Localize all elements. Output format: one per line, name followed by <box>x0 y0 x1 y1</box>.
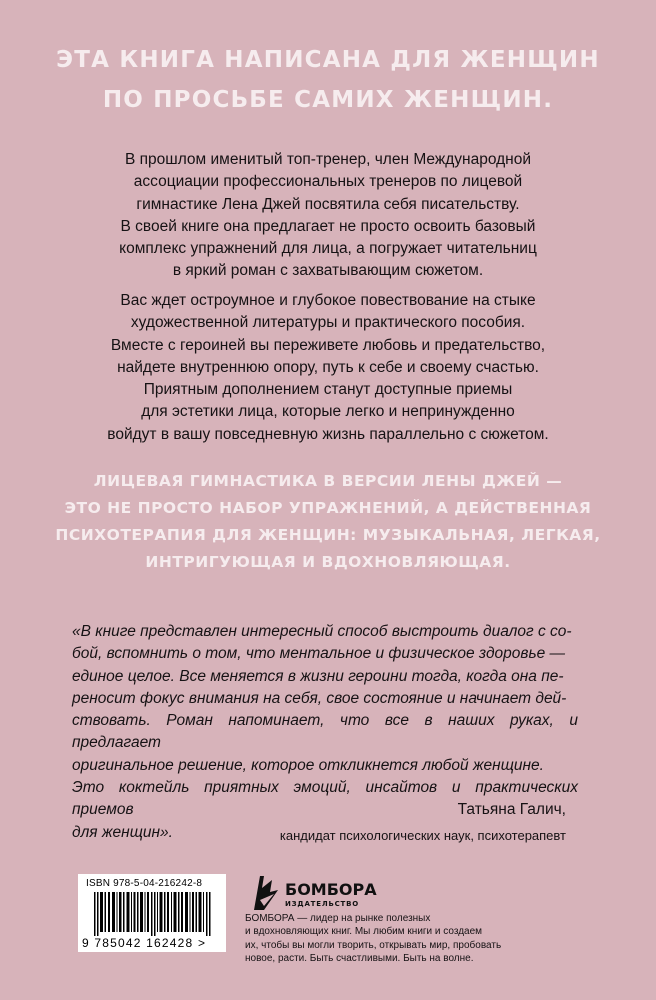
barcode-bars <box>94 892 212 936</box>
publisher-line: их, чтобы вы могли творить, открывать мир, пробовать <box>245 939 502 951</box>
text-line: Вас ждет остроумное и глубокое повествование на стыке <box>120 292 536 309</box>
subhead-line: ЛИЦЕВАЯ ГИМНАСТИКА В ВЕРСИИ ЛЕНЫ ДЖЕЙ — <box>93 472 563 490</box>
isbn-barcode <box>78 874 226 952</box>
quote-line: единое целое. Все меняется в жизни героини тогда, когда она пе- <box>72 667 564 685</box>
cover-headline <box>0 40 656 120</box>
text-line: в яркий роман с захватывающим сюжетом. <box>172 262 484 280</box>
quote-line: Это коктейль приятных эмоций, инсайтов и практических приемов <box>72 779 578 819</box>
quote-author-role: кандидат психологических наук, психотерапевт <box>279 828 566 843</box>
description-paragraph-1 <box>72 149 584 283</box>
subhead-line: ЭТО НЕ ПРОСТО НАБОР УПРАЖНЕНИЙ, А ДЕЙСТВЕННАЯ <box>64 499 592 517</box>
headline-line: ПО ПРОСЬБЕ САМИХ ЖЕНЩИН. <box>102 87 554 113</box>
quote-line: ствовать. Роман напоминает, что все в наших руках, и предлагает <box>72 712 578 752</box>
publisher-blurb <box>245 912 535 965</box>
text-line: ассоциации профессиональных тренеров по лицевой <box>133 173 523 191</box>
text-line: В своей книге она предлагает не просто освоить базовый <box>120 217 536 235</box>
quote-line: оригинальное решение, которое откликнется любой женщине. <box>72 756 544 774</box>
publisher-line: БОМБОРА — лидер на рынке полезных <box>245 913 431 924</box>
text-line: найдете внутреннюю опору, путь к себе и своему счастью. <box>117 358 539 376</box>
text-line: для эстетики лица, которые легко и непринужденно <box>141 403 515 421</box>
text-line: гимнастике Лена Джей посвятила себя писательству. <box>136 195 520 213</box>
quote-author: Татьяна Галич, <box>457 801 566 818</box>
quote-line: реносит фокус внимания на себя, свое состояние и начинает дей- <box>72 689 567 707</box>
publisher-logo-subtitle: ИЗДАТЕЛЬСТВО <box>285 900 359 908</box>
quote-line: бой, вспомнить о том, что ментальное и физическое здоровье — <box>72 645 566 663</box>
quote-line: для женщин». <box>72 823 173 841</box>
subhead-line: ПСИХОТЕРАПИЯ ДЛЯ ЖЕНЩИН: МУЗЫКАЛЬНАЯ, ЛЕГКАЯ, <box>55 526 601 544</box>
text-line: художественной литературы и практического пособия. <box>130 314 526 332</box>
description-paragraph-2 <box>72 290 584 446</box>
text-line: войдут в вашу повседневную жизнь параллельно с сюжетом. <box>107 425 549 443</box>
publisher-logo-name: БОМБОРА <box>285 880 377 899</box>
publisher-line: новое, расти. Быть счастливыми. Быть на волне. <box>245 952 474 964</box>
headline-line: ЭТА КНИГА НАПИСАНА ДЛЯ ЖЕНЩИН <box>56 47 600 73</box>
subhead-line: ИНТРИГУЮЩАЯ И ВДОХНОВЛЯЮЩАЯ. <box>145 553 511 571</box>
isbn-label: ISBN 978-5-04-216242-8 <box>86 878 203 889</box>
text-line: Приятным дополнением станут доступные приемы <box>143 381 513 399</box>
barcode-digits: 9 785042 162428 > <box>82 936 207 950</box>
text-line: комплекс упражнений для лица, а погружает читательниц <box>119 240 537 258</box>
text-line: В прошлом именитый топ-тренер, член Международной <box>125 151 531 168</box>
text-line: Вместе с героиней вы переживете любовь и предательство, <box>110 336 546 354</box>
publisher-line: и вдохновляющих книг. Мы любим книги и создаем <box>245 926 483 938</box>
bombora-logo-icon <box>250 870 282 914</box>
highlight-subheading <box>0 468 656 576</box>
quote-line: «В книге представлен интересный способ выстроить диалог с со- <box>72 623 572 640</box>
